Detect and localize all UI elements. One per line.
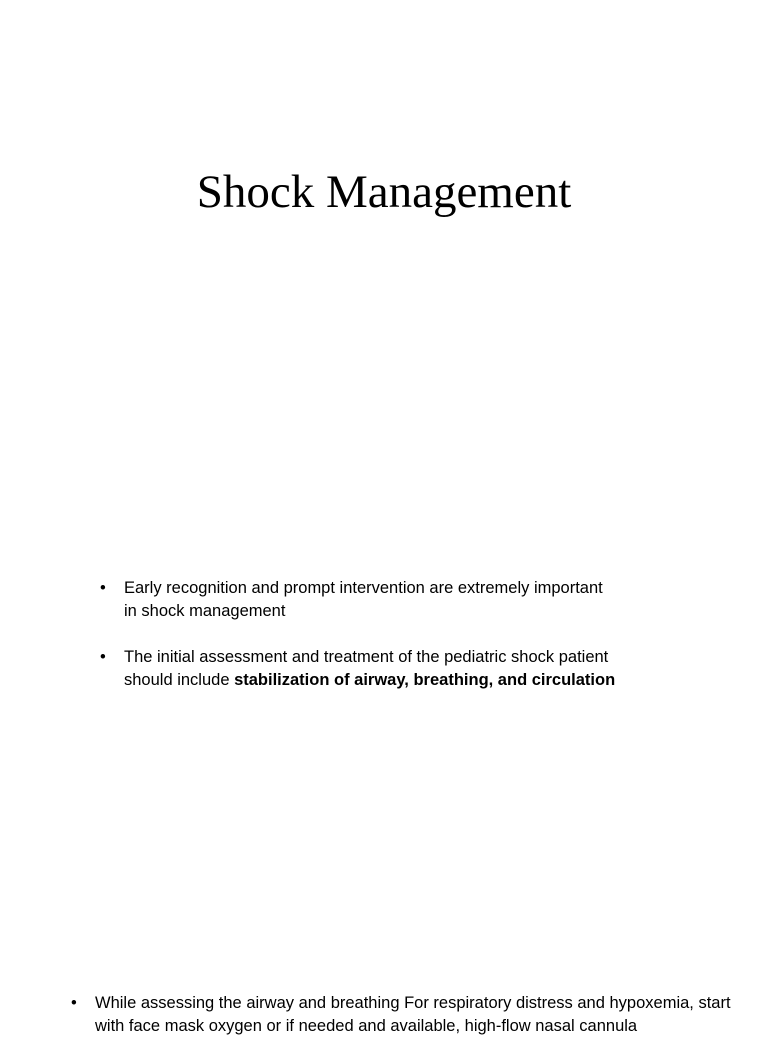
bullet-dot-icon: • [100,579,106,597]
bullet-text-bold: stabilization of airway, breathing, and circulation [234,671,616,689]
bullet-item [71,992,751,1038]
bullet-list [100,577,620,715]
bullet-item [100,646,620,692]
slide-title: Shock Management [196,166,572,218]
bullet-text: Early recognition and prompt intervention are extremely important in shock management [124,579,603,620]
bullet-item [100,577,620,623]
bullet-dot-icon: • [100,648,106,666]
bullet-text: While assessing the airway and breathing For respiratory distress and hypoxemia, start with face mask oxygen or if needed and available, high-flow nasal cannula [95,994,731,1035]
bullet-dot-icon: • [71,994,77,1012]
bottom-bullet-list [71,992,751,1038]
bullet-text: The initial assessment and treatment of the pediatric shock patient should include [124,648,609,689]
